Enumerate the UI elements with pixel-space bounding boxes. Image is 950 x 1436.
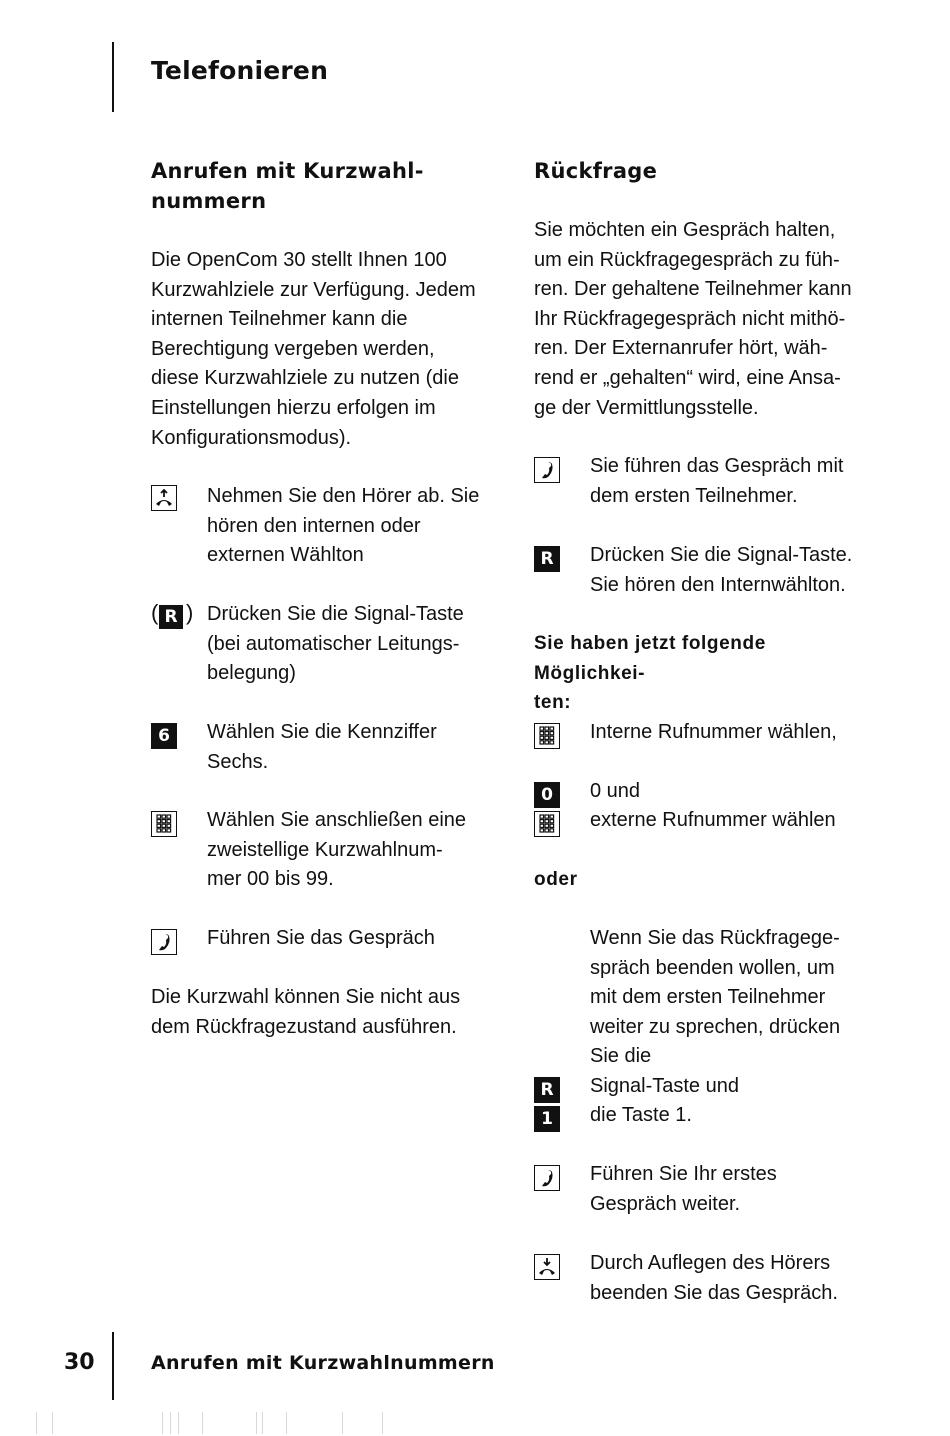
step-text: Wählen Sie die Kennziffer Sechs.: [207, 721, 437, 773]
step-text: 0 und: [590, 780, 641, 802]
keypad-icon: [534, 811, 560, 837]
step-text: Drücken Sie die Signal-Taste. Sie hören den Internwählton.: [590, 544, 853, 596]
digit-key-icon: 6: [151, 723, 177, 749]
outro-paragraph: Die Kurzwahl können Sie nicht aus dem Rückfragezustand ausführen.: [151, 986, 461, 1038]
header-rule: [112, 42, 114, 112]
step-text: Signal-Taste und: [590, 1075, 739, 1097]
step-text: Nehmen Sie den Hörer ab. Sie hören den internen oder externen Wählton: [207, 485, 480, 567]
talk-handset-icon: [534, 1165, 560, 1191]
oder-label: oder: [534, 869, 578, 890]
step-text: Führen Sie das Gespräch: [207, 927, 435, 949]
step-text: Interne Rufnummer wählen,: [590, 721, 837, 743]
step-text: externe Rufnummer wählen: [590, 809, 836, 831]
step-text: Drücken Sie die Signal-Taste (bei automatischer Leitungs- belegung): [207, 603, 464, 685]
scan-marks: [30, 1412, 390, 1436]
section-heading-rueckfrage: Rückfrage: [534, 159, 658, 183]
open-paren: (: [151, 600, 159, 625]
footer-section-title: Anrufen mit Kurzwahlnummern: [151, 1352, 495, 1374]
page-number: 30: [64, 1350, 95, 1375]
step-text: Führen Sie Ihr erstes Gespräch weiter.: [590, 1163, 777, 1215]
handset-off-hook-icon: [151, 485, 177, 511]
signal-key-r-icon: R: [534, 1077, 560, 1103]
intro-paragraph: Die OpenCom 30 stellt Ihnen 100 Kurzwahlziele zur Verfügung. Jedem internen Teilnehmer kann die Berechtigung vergeben werden, diese Kurzwahlziele zu nutzen (die Einstellungen hierzu erfolgen im Konfigurationsmodus).: [151, 249, 476, 449]
talk-handset-icon: [151, 929, 177, 955]
options-heading: Sie haben jetzt folgende Möglichkei- ten:: [534, 633, 766, 714]
signal-key-r-icon: R: [534, 546, 560, 572]
talk-handset-icon: [534, 457, 560, 483]
signal-key-r-icon: R: [159, 605, 183, 629]
close-paren: ): [186, 600, 194, 625]
section-heading-kurzwahl: Anrufen mit Kurzwahl- nummern: [151, 159, 424, 213]
step-text: Wählen Sie anschließen eine zweistellige Kurzwahlnum- mer 00 bis 99.: [207, 809, 467, 891]
handset-on-hook-icon: [534, 1254, 560, 1280]
intro-paragraph: Sie möchten ein Gespräch halten, um ein Rückfragegespräch zu füh- ren. Der gehaltene Teilnehmer kann Ihr Rückfragegespräch nicht mithö- ren. Der Externanrufer hört, wäh- rend er „gehalten“ wird, eine Ansa- ge der Vermittlungsstelle.: [534, 219, 852, 419]
step-text: Sie führen das Gespräch mit dem ersten Teilnehmer.: [590, 455, 844, 507]
step-text: die Taste 1.: [590, 1104, 692, 1126]
digit-key-icon: 1: [534, 1106, 560, 1132]
keypad-icon: [151, 811, 177, 837]
step-text: Wenn Sie das Rückfragege- spräch beenden wollen, um mit dem ersten Teilnehmer weiter zu sprechen, drücken Sie die: [590, 927, 841, 1068]
footer-rule: [112, 1332, 114, 1400]
digit-key-icon: 0: [534, 782, 560, 808]
page-header-title: Telefonieren: [151, 56, 329, 85]
keypad-icon: [534, 723, 560, 749]
step-text: Durch Auflegen des Hörers beenden Sie das Gespräch.: [590, 1252, 838, 1304]
